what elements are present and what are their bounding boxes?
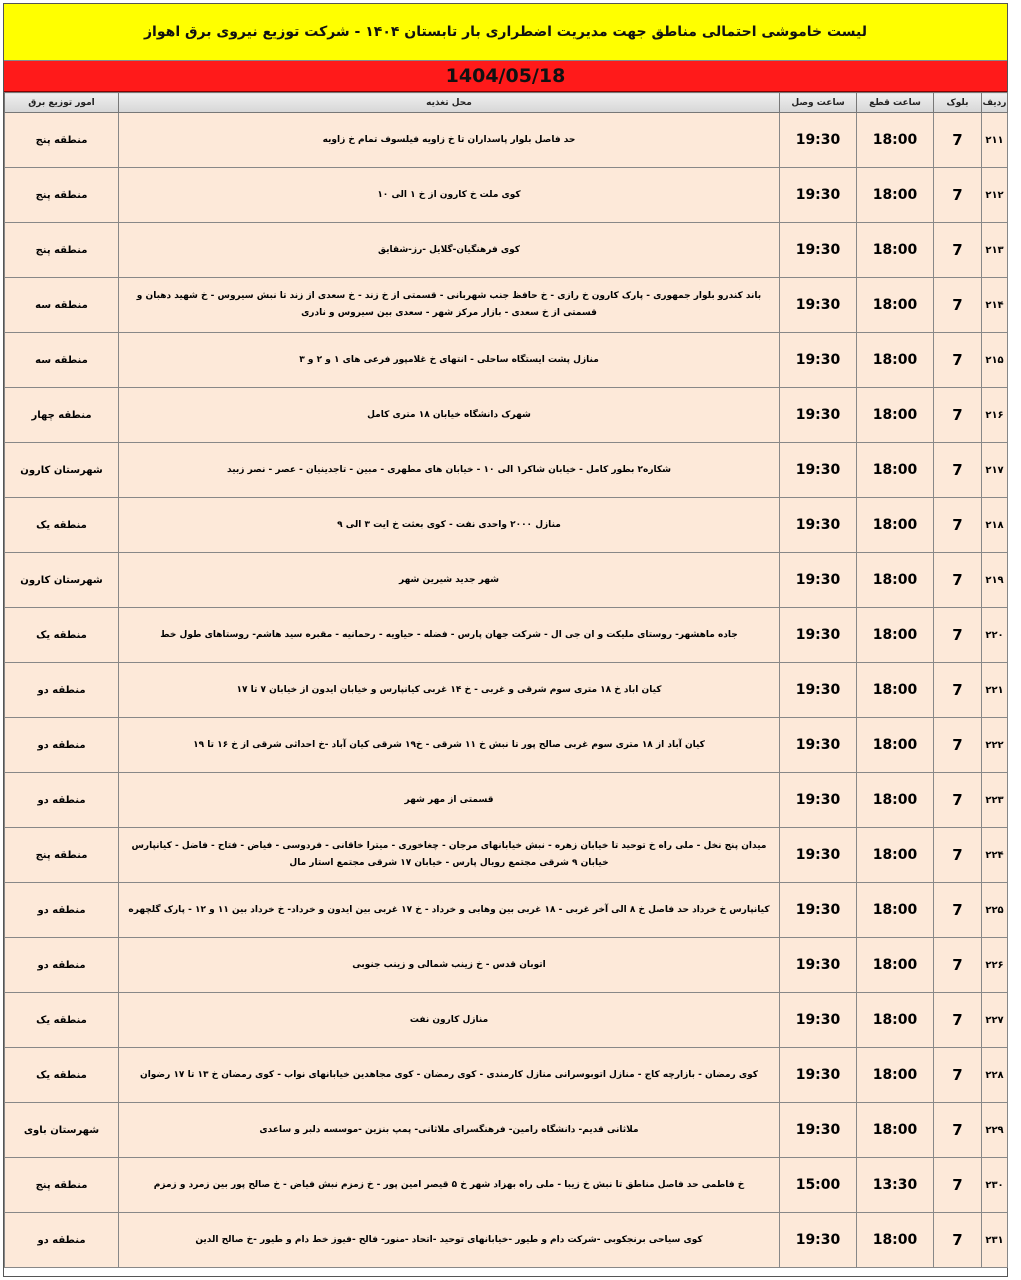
table-row — [5, 938, 1008, 993]
block-cell: 7 — [934, 498, 982, 553]
connect-time-cell: 19:30 — [780, 718, 857, 773]
connect-time-cell: 19:30 — [780, 168, 857, 223]
table-row — [5, 1103, 1008, 1158]
row-number: ۲۲۹ — [982, 1103, 1008, 1158]
connect-time-cell: 19:30 — [780, 663, 857, 718]
connect-time-cell: 19:30 — [780, 1213, 857, 1268]
connect-time-cell: 15:00 — [780, 1158, 857, 1213]
district-cell: منطقه پنج — [5, 1158, 119, 1213]
location-cell: کوی سیاحی برنجکوبی -شرکت دام و طیور -خیابانهای توحید -اتحاد -منور- فالح -فیوز خط دام و طیور -خ صالح الدین — [119, 1213, 780, 1268]
cut-time-cell: 18:00 — [857, 1213, 934, 1268]
location-cell: کیان اباد خ ۱۸ متری سوم شرقی و غربی - خ ۱۴ غربی کیانپارس و خیابان ایدون از خیابان ۷ تا ۱۷ — [119, 663, 780, 718]
schedule-date: 1404/05/18 — [4, 61, 1007, 92]
row-number: ۲۲۴ — [982, 828, 1008, 883]
header-connect-time: ساعت وصل — [780, 93, 857, 113]
connect-time-cell: 19:30 — [780, 388, 857, 443]
row-number: ۲۲۶ — [982, 938, 1008, 993]
header-district: امور توزیع برق — [5, 93, 119, 113]
table-row — [5, 608, 1008, 663]
connect-time-cell: 19:30 — [780, 1048, 857, 1103]
district-cell: منطقه چهار — [5, 388, 119, 443]
row-number: ۲۲۰ — [982, 608, 1008, 663]
connect-time-cell: 19:30 — [780, 773, 857, 828]
table-row — [5, 388, 1008, 443]
table-row — [5, 718, 1008, 773]
blackout-table — [4, 92, 1008, 1268]
block-cell: 7 — [934, 1213, 982, 1268]
district-cell: منطقه سه — [5, 333, 119, 388]
district-cell: منطقه پنج — [5, 223, 119, 278]
district-cell: منطقه دو — [5, 663, 119, 718]
cut-time-cell: 18:00 — [857, 443, 934, 498]
connect-time-cell: 19:30 — [780, 223, 857, 278]
row-number: ۲۱۹ — [982, 553, 1008, 608]
table-row — [5, 993, 1008, 1048]
location-cell: میدان پنج نخل - ملی راه خ توحید تا خیابان زهره - نبش خیابانهای مرجان - چغاخوری - میترا خاقانی - فردوسی - فیاض - فتاح - فاضل - کیانپارس خیابان ۹ شرقی مجتمع رویال پارس - خیابان ۱۷ شرقی مجتمع استار مال — [119, 828, 780, 883]
row-number: ۲۱۱ — [982, 113, 1008, 168]
cut-time-cell: 18:00 — [857, 113, 934, 168]
district-cell: منطقه سه — [5, 278, 119, 333]
connect-time-cell: 19:30 — [780, 333, 857, 388]
table-row — [5, 333, 1008, 388]
district-cell: منطقه یک — [5, 1048, 119, 1103]
header-location: محل تغذیه — [119, 93, 780, 113]
block-cell: 7 — [934, 1103, 982, 1158]
block-cell: 7 — [934, 1158, 982, 1213]
location-cell: قسمتی از مهر شهر — [119, 773, 780, 828]
location-cell: خ فاطمی حد فاصل مناطق تا نبش خ زیبا - ملی راه بهزاد شهر خ ۵ قیصر امین پور - خ زمزم نبش فیاض - خ صالح پور بین زمرد و زمزم — [119, 1158, 780, 1213]
district-cell: منطقه پنج — [5, 113, 119, 168]
connect-time-cell: 19:30 — [780, 938, 857, 993]
location-cell: شکاره۲ بطور کامل - خیابان شاکر۱ الی ۱۰ - خیابان های مطهری - مبین - تاجدینیان - عصر - نصر زبید — [119, 443, 780, 498]
cut-time-cell: 18:00 — [857, 1048, 934, 1103]
block-cell: 7 — [934, 443, 982, 498]
location-cell: اتوبان قدس - خ زینب شمالی و زینب جنوبی — [119, 938, 780, 993]
cut-time-cell: 18:00 — [857, 608, 934, 663]
table-row — [5, 773, 1008, 828]
location-cell: شهر جدید شیرین شهر — [119, 553, 780, 608]
district-cell: شهرستان کارون — [5, 443, 119, 498]
location-cell: منازل ۲۰۰۰ واحدی نفت - کوی بعثت خ ایت ۳ الی ۹ — [119, 498, 780, 553]
district-cell: منطقه یک — [5, 608, 119, 663]
cut-time-cell: 18:00 — [857, 498, 934, 553]
table-row — [5, 1048, 1008, 1103]
table-row — [5, 278, 1008, 333]
location-cell: جاده ماهشهر- روستای ملیکت و ان جی ال - شرکت جهان پارس - فضله - حیاویه - رحمانیه - مقبره سید هاشم- روستاهای طول خط — [119, 608, 780, 663]
cut-time-cell: 18:00 — [857, 938, 934, 993]
district-cell: منطقه یک — [5, 498, 119, 553]
district-cell: منطقه دو — [5, 883, 119, 938]
connect-time-cell: 19:30 — [780, 993, 857, 1048]
district-cell: منطقه پنج — [5, 828, 119, 883]
cut-time-cell: 18:00 — [857, 773, 934, 828]
page-title: لیست خاموشی احتمالی مناطق جهت مدیریت اضطراری بار تابستان ۱۴۰۴ - شرکت توزیع نیروی برق اهواز — [4, 4, 1007, 61]
block-cell: 7 — [934, 773, 982, 828]
cut-time-cell: 18:00 — [857, 663, 934, 718]
location-cell: باند کندرو بلوار جمهوری - پارک کارون خ رازی - خ حافظ جنب شهربانی - قسمتی از خ زند - خ سعدی از زند تا نبش سیروس - خ شهید دهبان و قسمتی از خ سعدی - بازار مرکز شهر - سعدی بین سیروس و نادری — [119, 278, 780, 333]
row-number: ۲۱۷ — [982, 443, 1008, 498]
location-cell: کیان آباد از ۱۸ متری سوم غربی صالح پور تا نبش خ ۱۱ شرقی - خ۱۹ شرقی کیان آباد -خ احداثی شرقی از خ ۱۶ تا ۱۹ — [119, 718, 780, 773]
location-cell: کوی فرهنگیان-گلایل -رز-شقایق — [119, 223, 780, 278]
connect-time-cell: 19:30 — [780, 498, 857, 553]
block-cell: 7 — [934, 938, 982, 993]
header-block: بلوک — [934, 93, 982, 113]
district-cell: شهرستان کارون — [5, 553, 119, 608]
location-cell: کیانپارس خ خرداد حد فاصل خ ۸ الی آخر غربی - ۱۸ غربی بین وهابی و خرداد - خ ۱۷ غربی بین ایدون و خرداد- خ خرداد بین ۱۱ و ۱۲ - پارک گلچهره — [119, 883, 780, 938]
cut-time-cell: 18:00 — [857, 883, 934, 938]
cut-time-cell: 18:00 — [857, 718, 934, 773]
row-number: ۲۱۴ — [982, 278, 1008, 333]
header-row-number: ردیف — [982, 93, 1008, 113]
location-cell: شهرک دانشگاه خیابان ۱۸ متری کامل — [119, 388, 780, 443]
cut-time-cell: 18:00 — [857, 1103, 934, 1158]
block-cell: 7 — [934, 883, 982, 938]
cut-time-cell: 13:30 — [857, 1158, 934, 1213]
table-row — [5, 113, 1008, 168]
row-number: ۲۳۱ — [982, 1213, 1008, 1268]
district-cell: منطقه یک — [5, 993, 119, 1048]
block-cell: 7 — [934, 168, 982, 223]
table-row — [5, 553, 1008, 608]
district-cell: منطقه دو — [5, 1213, 119, 1268]
cut-time-cell: 18:00 — [857, 388, 934, 443]
district-cell: منطقه دو — [5, 938, 119, 993]
connect-time-cell: 19:30 — [780, 1103, 857, 1158]
table-header-row — [5, 93, 1008, 113]
connect-time-cell: 19:30 — [780, 278, 857, 333]
location-cell: ملاثانی قدیم- دانشگاه رامین- فرهنگسرای ملاثانی- پمپ بنزین -موسسه دلبر و ساعدی — [119, 1103, 780, 1158]
location-cell: منازل کارون نفت — [119, 993, 780, 1048]
location-cell: منازل پشت ایستگاه ساحلی - انتهای خ غلامپور فرعی های ۱ و ۲ و ۳ — [119, 333, 780, 388]
location-cell: کوی رمضان - بازارچه کاج - منازل اتوبوسرانی منازل کارمندی - کوی رمضان - کوی مجاهدین خیابانهای نواب - کوی رمضان خ ۱۳ تا ۱۷ رضوان — [119, 1048, 780, 1103]
row-number: ۲۲۸ — [982, 1048, 1008, 1103]
cut-time-cell: 18:00 — [857, 223, 934, 278]
row-number: ۲۱۸ — [982, 498, 1008, 553]
row-number: ۲۲۷ — [982, 993, 1008, 1048]
district-cell: منطقه پنج — [5, 168, 119, 223]
district-cell: منطقه دو — [5, 773, 119, 828]
table-row — [5, 663, 1008, 718]
row-number: ۲۲۲ — [982, 718, 1008, 773]
row-number: ۲۱۳ — [982, 223, 1008, 278]
block-cell: 7 — [934, 113, 982, 168]
location-cell: کوی ملت خ کارون از خ ۱ الی ۱۰ — [119, 168, 780, 223]
row-number: ۲۱۲ — [982, 168, 1008, 223]
connect-time-cell: 19:30 — [780, 113, 857, 168]
block-cell: 7 — [934, 828, 982, 883]
cut-time-cell: 18:00 — [857, 168, 934, 223]
table-row — [5, 498, 1008, 553]
row-number: ۲۱۶ — [982, 388, 1008, 443]
row-number: ۲۳۰ — [982, 1158, 1008, 1213]
connect-time-cell: 19:30 — [780, 883, 857, 938]
connect-time-cell: 19:30 — [780, 608, 857, 663]
table-row — [5, 883, 1008, 938]
block-cell: 7 — [934, 608, 982, 663]
cut-time-cell: 18:00 — [857, 553, 934, 608]
table-row — [5, 828, 1008, 883]
row-number: ۲۱۵ — [982, 333, 1008, 388]
block-cell: 7 — [934, 663, 982, 718]
cut-time-cell: 18:00 — [857, 333, 934, 388]
cut-time-cell: 18:00 — [857, 828, 934, 883]
block-cell: 7 — [934, 718, 982, 773]
cut-time-cell: 18:00 — [857, 278, 934, 333]
table-row — [5, 223, 1008, 278]
row-number: ۲۲۱ — [982, 663, 1008, 718]
connect-time-cell: 19:30 — [780, 443, 857, 498]
block-cell: 7 — [934, 993, 982, 1048]
block-cell: 7 — [934, 333, 982, 388]
table-row — [5, 1213, 1008, 1268]
cut-time-cell: 18:00 — [857, 993, 934, 1048]
connect-time-cell: 19:30 — [780, 828, 857, 883]
block-cell: 7 — [934, 278, 982, 333]
row-number: ۲۲۵ — [982, 883, 1008, 938]
block-cell: 7 — [934, 223, 982, 278]
block-cell: 7 — [934, 1048, 982, 1103]
table-row — [5, 1158, 1008, 1213]
block-cell: 7 — [934, 388, 982, 443]
table-row — [5, 443, 1008, 498]
district-cell: شهرستان باوی — [5, 1103, 119, 1158]
header-cut-time: ساعت قطع — [857, 93, 934, 113]
connect-time-cell: 19:30 — [780, 553, 857, 608]
block-cell: 7 — [934, 553, 982, 608]
blackout-sheet — [3, 3, 1008, 1277]
table-row — [5, 168, 1008, 223]
row-number: ۲۲۳ — [982, 773, 1008, 828]
location-cell: حد فاصل بلوار پاسداران تا خ زاویه فیلسوف تمام خ زاویه — [119, 113, 780, 168]
district-cell: منطقه دو — [5, 718, 119, 773]
